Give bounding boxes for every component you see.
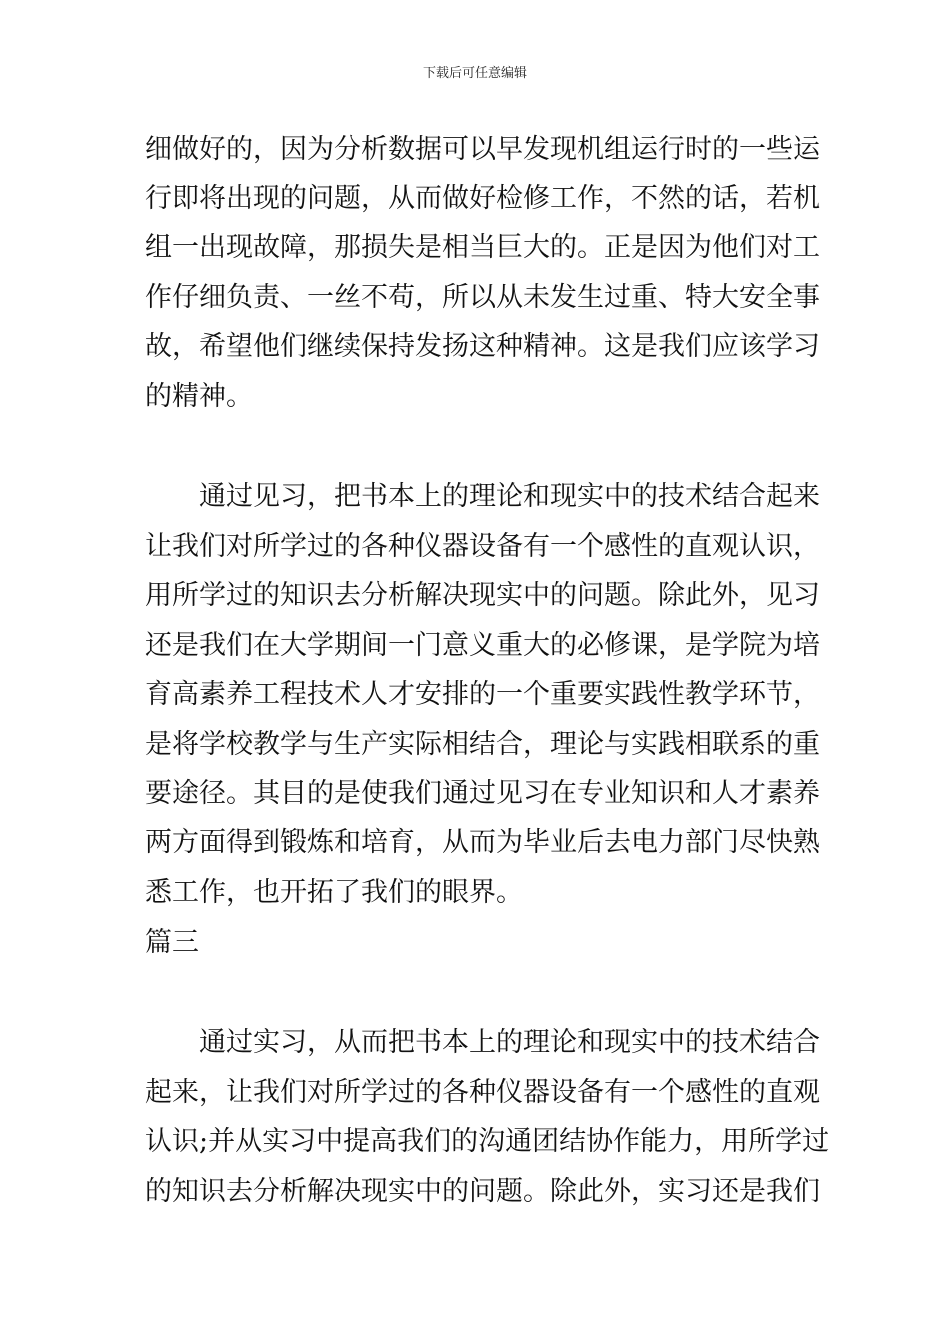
text-line: 通过见习，把书本上的理论和现实中的技术结合起来 <box>199 481 820 512</box>
text-line: 育高素养工程技术人才安排的一个重要实践性教学环节， <box>145 679 820 710</box>
text-line: 组一出现故障，那损失是相当巨大的。正是因为他们对工 <box>145 232 820 263</box>
text-line: 故，希望他们继续保持发扬这种精神。这是我们应该学习 <box>145 331 820 362</box>
text-line: 的知识去分析解决现实中的问题。除此外，实习还是我们 <box>145 1176 820 1207</box>
text-line: 认识;并从实习中提高我们的沟通团结协作能力，用所学过 <box>145 1126 830 1157</box>
text-line: 通过实习，从而把书本上的理论和现实中的技术结合 <box>199 1027 820 1058</box>
text-line: 悉工作，也开拓了我们的眼界。 <box>145 877 523 908</box>
text-line: 细做好的，因为分析数据可以早发现机组运行时的一些运 <box>145 134 820 165</box>
text-line: 还是我们在大学期间一门意义重大的必修课，是学院为培 <box>145 630 820 661</box>
text-line: 是将学校教学与生产实际相结合，理论与实践相联系的重 <box>145 729 820 760</box>
text-line: 让我们对所学过的各种仪器设备有一个感性的直观认识， <box>145 531 820 562</box>
section-title: 篇三 <box>145 927 199 958</box>
text-line: 作仔细负责、一丝不苟，所以从未发生过重、特大安全事 <box>145 282 820 313</box>
text-line: 要途径。其目的是使我们通过见习在专业知识和人才素养 <box>145 778 820 809</box>
text-line: 行即将出现的问题，从而做好检修工作，不然的话，若机 <box>145 183 820 214</box>
text-line: 的精神。 <box>145 381 253 412</box>
text-line: 用所学过的知识去分析解决现实中的问题。除此外，见习 <box>145 580 820 611</box>
page-header: 下载后可任意编辑 <box>422 66 527 81</box>
text-line: 两方面得到锻炼和培育，从而为毕业后去电力部门尽快熟 <box>145 827 820 858</box>
text-line: 起来，让我们对所学过的各种仪器设备有一个感性的直观 <box>145 1077 820 1108</box>
